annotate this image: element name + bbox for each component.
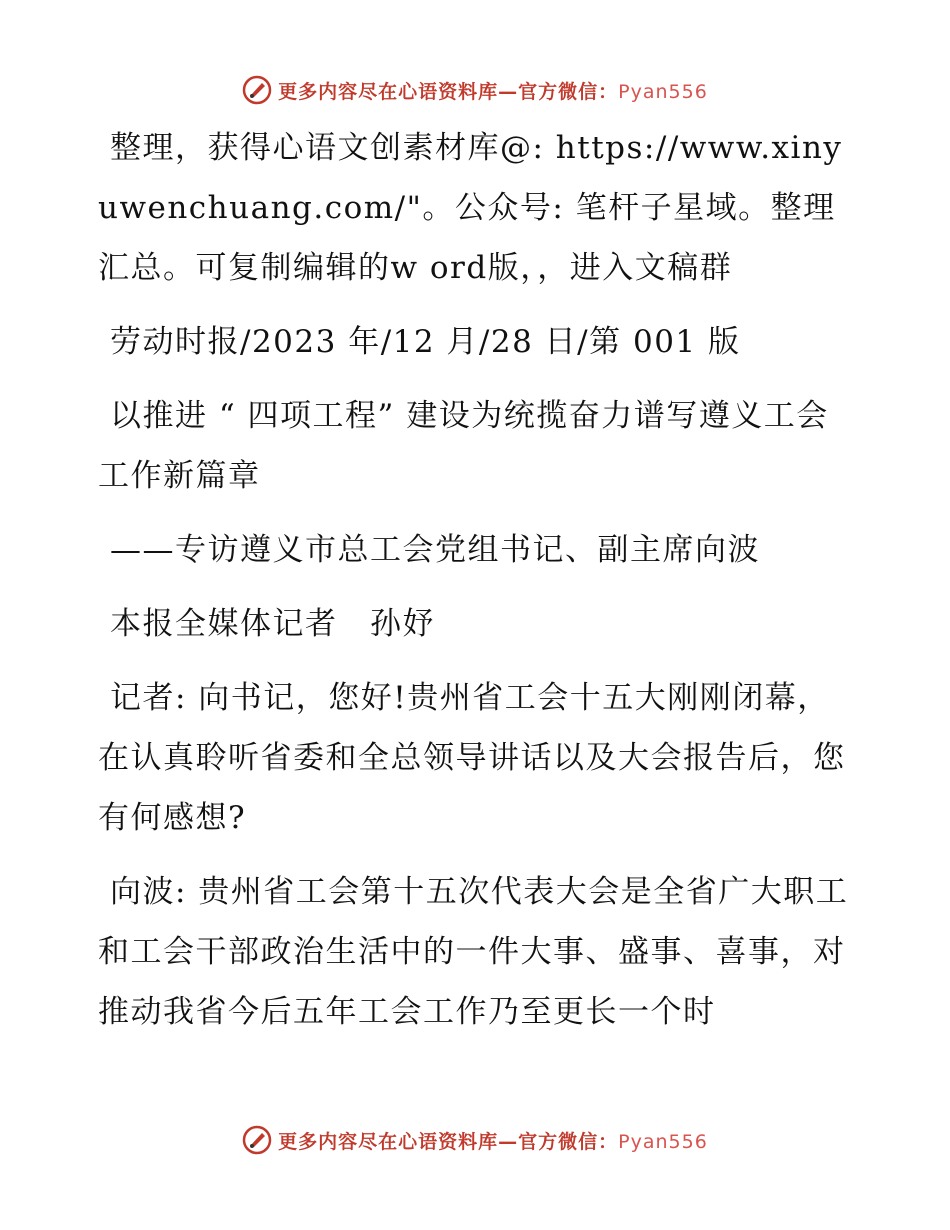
watermark-text: 更多内容尽在心语资料库—官方微信：Pyan556 xyxy=(278,1130,708,1153)
article-byline: 本报全媒体记者 孙妤 xyxy=(110,606,435,642)
brand-logo-icon xyxy=(242,75,272,105)
brand-logo-icon xyxy=(242,1125,272,1155)
paragraph-source-note: 整理，获得心语文创素材库@: https://www.xinyuwenchuang.com/"。公众号: 笔杆子星域。整理汇总。可复制编辑的w ord版，，进入文稿群 xyxy=(98,130,843,286)
article-subtitle: ——专访遵义市总工会党组书记、副主席向波 xyxy=(110,532,760,568)
article-title: 以推进 “ 四项工程” 建设为统揽奋力谱写遵义工会工作新篇章 xyxy=(98,398,829,494)
paragraph-publication-line: 劳动时报/2023 年/12 月/28 日/第 001 版 xyxy=(110,324,741,360)
watermark-header xyxy=(0,70,950,110)
watermark-text: 更多内容尽在心语资料库—官方微信：Pyan556 xyxy=(278,80,708,103)
paragraph-question: 记者: 向书记，您好!贵州省工会十五大刚刚闭幕，在认真聆听省委和全总领导讲话以及大会报告后，您有何感想? xyxy=(98,680,846,836)
document-body xyxy=(98,118,858,1056)
paragraph-answer: 向波: 贵州省工会第十五次代表大会是全省广大职工和工会干部政治生活中的一件大事、盛事、喜事，对推动我省今后五年工会工作乃至更长一个时 xyxy=(98,874,849,1030)
watermark-footer xyxy=(0,1120,950,1160)
